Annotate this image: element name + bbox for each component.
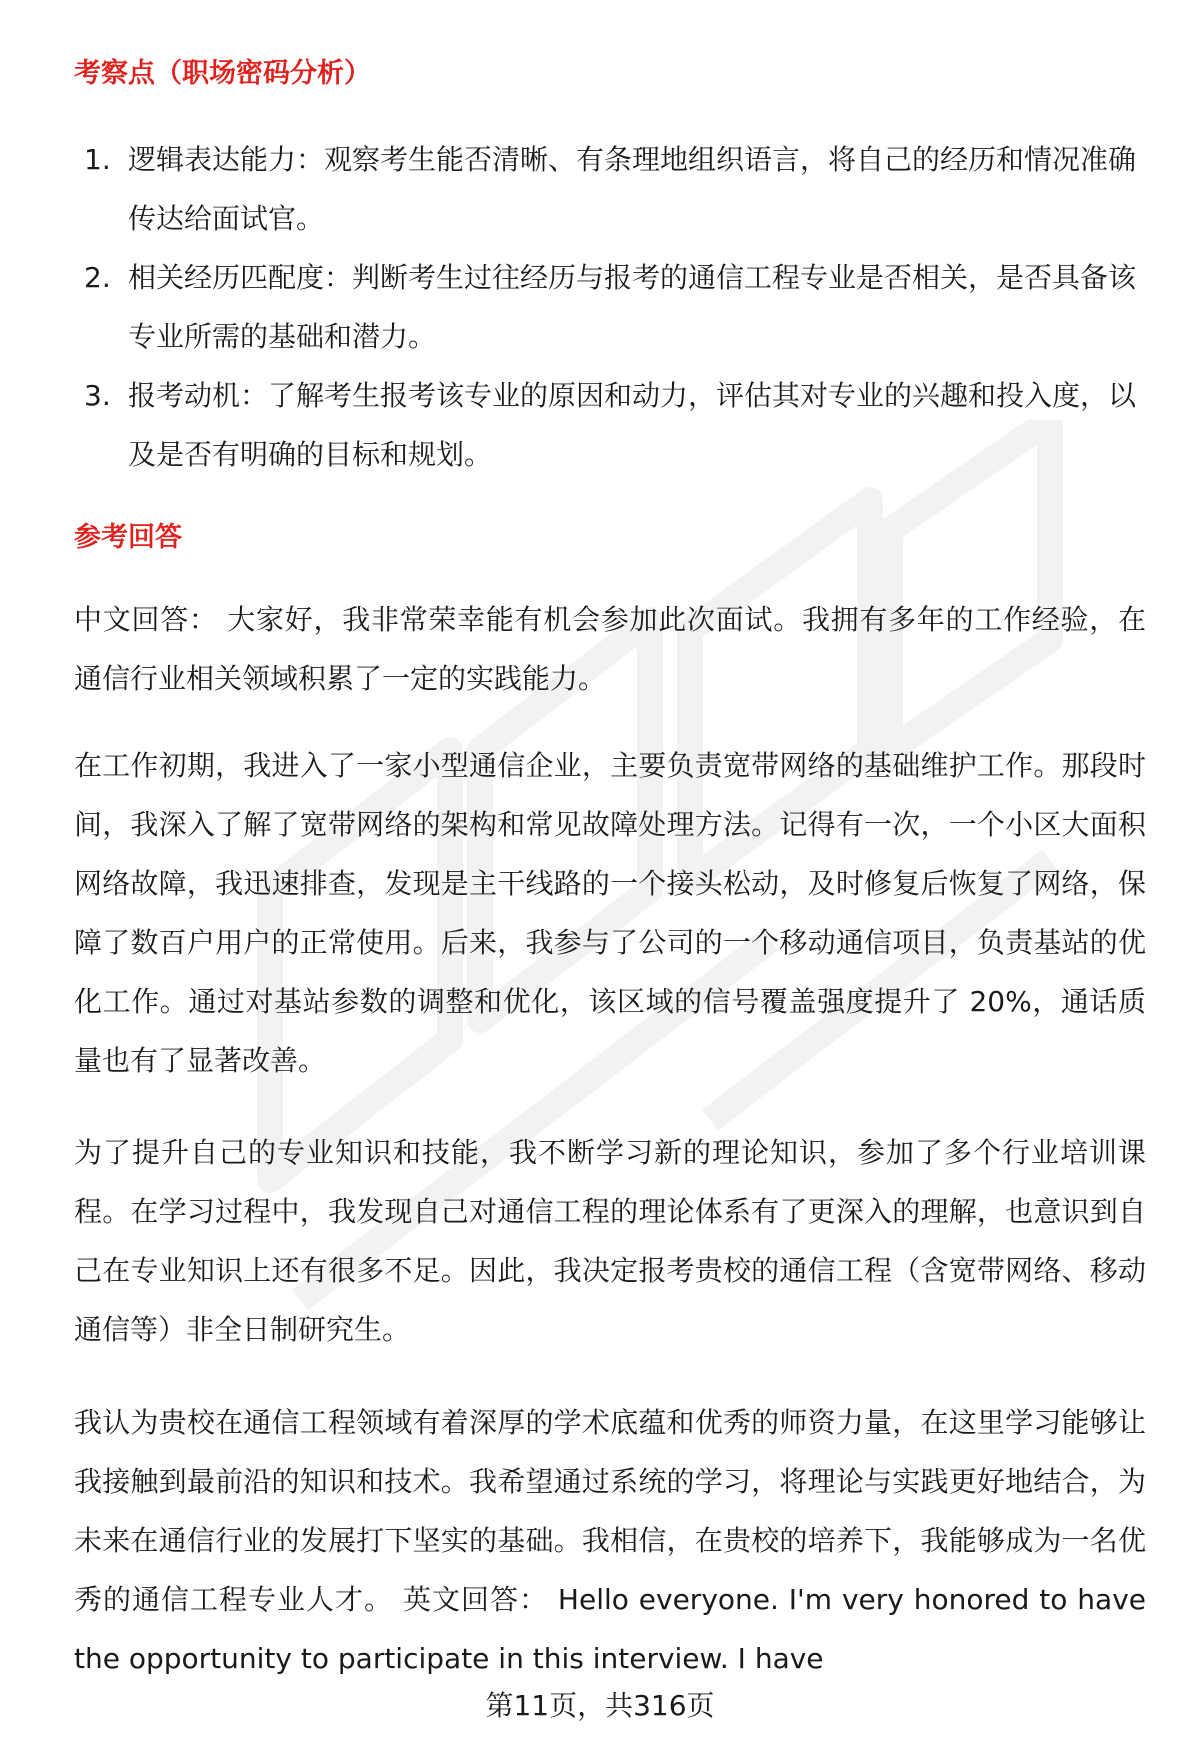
answer-paragraph: 我认为贵校在通信工程领域有着深厚的学术底蕴和优秀的师资力量，在这里学习能够让我接触到最前沿的知识和技术。我希望通过系统的学习，将理论与实践更好地结合，为未来在通信行业的发展打下坚实的基础。我相信，在贵校的培养下，我能够成为一名优秀的通信工程专业人才。 英文回答： Hello everyone. I'm very honored to have the opportunity to participate in this interview. I have: [74, 1406, 1146, 1675]
exam-points-list: [74, 130, 1146, 484]
list-item-text: 逻辑表达能力：观察考生能否清晰、有条理地组织语言，将自己的经历和情况准确传达给面试官。: [128, 143, 1137, 235]
list-number: 3.: [84, 379, 111, 412]
list-item-text: 报考动机：了解考生报考该专业的原因和动力，评估其对专业的兴趣和投入度，以及是否有明确的目标和规划。: [128, 379, 1137, 471]
section-heading-reference-answer: 参考回答: [74, 522, 182, 553]
list-item-text: 相关经历匹配度：判断考生过往经历与报考的通信工程专业是否相关，是否具备该专业所需的基础和潜力。: [128, 261, 1137, 353]
answer-paragraph: 在工作初期，我进入了一家小型通信企业，主要负责宽带网络的基础维护工作。那段时间，我深入了解了宽带网络的架构和常见故障处理方法。记得有一次，一个小区大面积网络故障，我迅速排查，发现是主干线路的一个接头松动，及时修复后恢复了网络，保障了数百户用户的正常使用。后来，我参与了公司的一个移动通信项目，负责基站的优化工作。通过对基站参数的调整和优化，该区域的信号覆盖强度提升了 20%，通话质量也有了显著改善。: [74, 749, 1146, 1077]
list-item: [74, 130, 1146, 248]
page-number-footer: 第11页，共316页: [485, 1689, 715, 1722]
answer-paragraph: 为了提升自己的专业知识和技能，我不断学习新的理论知识，参加了多个行业培训课程。在学习过程中，我发现自己对通信工程的理论体系有了更深入的理解，也意识到自己在专业知识上还有很多不足。因此，我决定报考贵校的通信工程（含宽带网络、移动通信等）非全日制研究生。: [74, 1136, 1146, 1346]
list-number: 2.: [84, 261, 111, 294]
list-number: 1.: [84, 143, 111, 176]
list-item: [74, 366, 1146, 484]
list-item: [74, 248, 1146, 366]
section-heading-exam-points: 考察点（职场密码分析）: [74, 58, 371, 89]
answer-paragraph: 中文回答： 大家好，我非常荣幸能有机会参加此次面试。我拥有多年的工作经验，在通信行业相关领域积累了一定的实践能力。: [74, 603, 1146, 695]
